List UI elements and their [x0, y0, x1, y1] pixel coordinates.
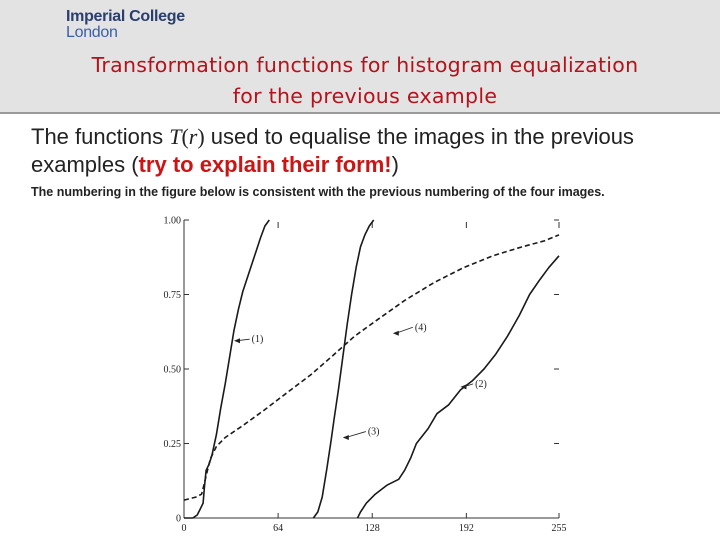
math-T: T: [169, 124, 182, 149]
body-text-pre: The functions: [31, 124, 170, 149]
y-tick-label: 1.00: [163, 215, 181, 227]
body-text-post: ): [391, 152, 399, 177]
y-tick-label: 0.75: [163, 290, 181, 301]
annotation-arrowhead: [343, 435, 349, 440]
x-tick-label: 128: [364, 523, 380, 534]
series-line-1: [184, 220, 269, 518]
slide-title-line2: for the previous example: [232, 84, 498, 108]
body-text-mid: used to equalise the images in the previous examples (: [31, 124, 634, 177]
slide-title-line1: Transformation functions for histogram equalization: [91, 53, 639, 77]
slide-title: [40, 50, 690, 112]
chart-svg: [150, 212, 570, 540]
annotation-label: (1): [251, 334, 264, 346]
imperial-college-logo: [66, 9, 185, 41]
slide-header: [0, 0, 720, 114]
annotation-label: (4): [414, 322, 427, 334]
series-line-2: [358, 256, 560, 518]
annotation-label: (3): [367, 426, 380, 438]
series-line-4: [184, 235, 559, 500]
annotation-label: (2): [475, 378, 487, 390]
y-tick-label: 0: [176, 513, 181, 525]
annotation-arrowhead: [393, 331, 399, 336]
math-paren-close: ): [197, 124, 205, 149]
x-tick-label: 64: [273, 523, 284, 534]
logo-line1: Imperial College: [66, 8, 185, 25]
math-paren-open: (: [181, 124, 189, 149]
figure-note: The numbering in the figure below is consistent with the previous numbering of the four images.: [31, 185, 605, 199]
math-expression: [169, 124, 204, 149]
body-paragraph: [31, 123, 711, 179]
transformation-chart: [150, 212, 570, 540]
series-line-3: [313, 220, 373, 518]
annotation-leader: [346, 432, 366, 438]
x-tick-label: 192: [458, 523, 474, 534]
x-tick-label: 0: [181, 523, 187, 534]
math-r: r: [188, 124, 198, 149]
logo-line2: London: [66, 24, 118, 41]
y-tick-label: 0.25: [163, 439, 181, 450]
highlight-text: try to explain their form!: [138, 152, 392, 177]
x-tick-label: 255: [551, 523, 567, 534]
annotation-arrowhead: [234, 338, 240, 343]
y-tick-label: 0.50: [163, 364, 181, 376]
